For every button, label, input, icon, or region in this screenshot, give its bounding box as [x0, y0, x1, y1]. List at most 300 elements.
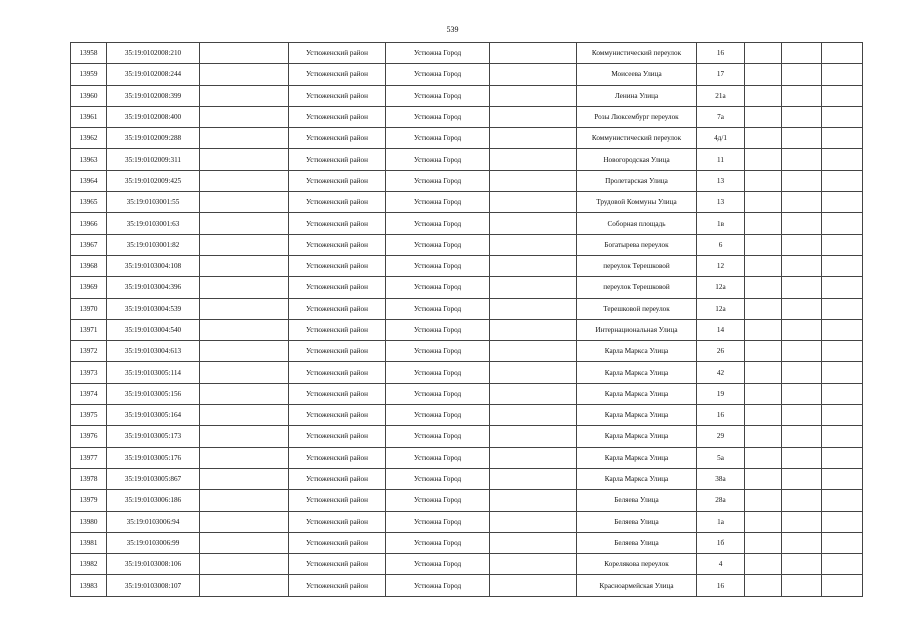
empty-cell: [822, 149, 863, 170]
cadastral-number-cell: 35:19:0103006:94: [107, 511, 200, 532]
house-number-cell: 19: [697, 383, 745, 404]
table-row: [71, 298, 863, 319]
settlement-cell: Устюжна Город: [386, 255, 490, 276]
row-number-cell: 13983: [71, 575, 107, 596]
empty-cell: [782, 170, 822, 191]
row-number-cell: 13958: [71, 43, 107, 64]
row-number-cell: 13971: [71, 319, 107, 340]
empty-cell: [745, 213, 782, 234]
empty-cell: [782, 255, 822, 276]
table-row: [71, 43, 863, 64]
cadastral-number-cell: 35:19:0103001:55: [107, 192, 200, 213]
empty-cell: [200, 383, 289, 404]
empty-cell: [200, 447, 289, 468]
settlement-cell: Устюжна Город: [386, 405, 490, 426]
empty-cell: [822, 426, 863, 447]
row-number-cell: 13960: [71, 85, 107, 106]
cadastral-number-cell: 35:19:0102009:288: [107, 128, 200, 149]
empty-cell: [490, 277, 577, 298]
street-cell: Карла Маркса Улица: [577, 383, 697, 404]
house-number-cell: 12а: [697, 277, 745, 298]
row-number-cell: 13964: [71, 170, 107, 191]
table-row: [71, 170, 863, 191]
house-number-cell: 26: [697, 341, 745, 362]
table-row: [71, 490, 863, 511]
row-number-cell: 13968: [71, 255, 107, 276]
street-cell: Беляева Улица: [577, 511, 697, 532]
settlement-cell: Устюжна Город: [386, 234, 490, 255]
cadastral-number-cell: 35:19:0102008:400: [107, 106, 200, 127]
row-number-cell: 13982: [71, 554, 107, 575]
street-cell: Карла Маркса Улица: [577, 426, 697, 447]
cadastral-number-cell: 35:19:0103006:186: [107, 490, 200, 511]
settlement-cell: Устюжна Город: [386, 213, 490, 234]
empty-cell: [745, 128, 782, 149]
district-cell: Устюженский район: [289, 554, 386, 575]
street-cell: Беляева Улица: [577, 532, 697, 553]
table-row: [71, 234, 863, 255]
house-number-cell: 12а: [697, 298, 745, 319]
empty-cell: [490, 64, 577, 85]
empty-cell: [822, 234, 863, 255]
empty-cell: [490, 362, 577, 383]
empty-cell: [822, 255, 863, 276]
empty-cell: [822, 511, 863, 532]
house-number-cell: 1а: [697, 511, 745, 532]
house-number-cell: 42: [697, 362, 745, 383]
empty-cell: [200, 192, 289, 213]
empty-cell: [782, 405, 822, 426]
row-number-cell: 13974: [71, 383, 107, 404]
table-row: [71, 213, 863, 234]
street-cell: Красноармейская Улица: [577, 575, 697, 596]
empty-cell: [200, 64, 289, 85]
page-number: 539: [446, 25, 459, 34]
empty-cell: [782, 426, 822, 447]
empty-cell: [782, 106, 822, 127]
cadastral-number-cell: 35:19:0103001:63: [107, 213, 200, 234]
table-body: [71, 43, 863, 597]
cadastral-number-cell: 35:19:0103006:99: [107, 532, 200, 553]
empty-cell: [200, 234, 289, 255]
table-row: [71, 85, 863, 106]
cadastral-number-cell: 35:19:0102009:425: [107, 170, 200, 191]
empty-cell: [200, 319, 289, 340]
empty-cell: [490, 341, 577, 362]
street-cell: Ленина Улица: [577, 85, 697, 106]
empty-cell: [490, 106, 577, 127]
empty-cell: [490, 405, 577, 426]
cadastral-number-cell: 35:19:0103005:156: [107, 383, 200, 404]
street-cell: Беляева Улица: [577, 490, 697, 511]
cadastral-number-cell: 35:19:0103005:173: [107, 426, 200, 447]
street-cell: Интернациональная Улица: [577, 319, 697, 340]
empty-cell: [490, 255, 577, 276]
empty-cell: [782, 511, 822, 532]
empty-cell: [822, 192, 863, 213]
empty-cell: [200, 426, 289, 447]
empty-cell: [782, 43, 822, 64]
district-cell: Устюженский район: [289, 149, 386, 170]
empty-cell: [200, 575, 289, 596]
empty-cell: [782, 85, 822, 106]
house-number-cell: 4д/1: [697, 128, 745, 149]
empty-cell: [782, 298, 822, 319]
district-cell: Устюженский район: [289, 64, 386, 85]
cadastral-number-cell: 35:19:0102008:210: [107, 43, 200, 64]
house-number-cell: 17: [697, 64, 745, 85]
row-number-cell: 13969: [71, 277, 107, 298]
cadastral-number-cell: 35:19:0103001:82: [107, 234, 200, 255]
table-row: [71, 277, 863, 298]
row-number-cell: 13980: [71, 511, 107, 532]
cadastral-number-cell: 35:19:0102008:244: [107, 64, 200, 85]
house-number-cell: 14: [697, 319, 745, 340]
empty-cell: [822, 298, 863, 319]
row-number-cell: 13978: [71, 468, 107, 489]
district-cell: Устюженский район: [289, 255, 386, 276]
empty-cell: [745, 575, 782, 596]
street-cell: Карла Маркса Улица: [577, 447, 697, 468]
settlement-cell: Устюжна Город: [386, 106, 490, 127]
empty-cell: [745, 362, 782, 383]
empty-cell: [822, 341, 863, 362]
house-number-cell: 21а: [697, 85, 745, 106]
empty-cell: [745, 490, 782, 511]
empty-cell: [490, 426, 577, 447]
empty-cell: [745, 554, 782, 575]
empty-cell: [822, 43, 863, 64]
empty-cell: [822, 64, 863, 85]
empty-cell: [745, 277, 782, 298]
district-cell: Устюженский район: [289, 426, 386, 447]
cadastral-number-cell: 35:19:0103004:613: [107, 341, 200, 362]
table-row: [71, 468, 863, 489]
house-number-cell: 16: [697, 575, 745, 596]
empty-cell: [490, 234, 577, 255]
settlement-cell: Устюжна Город: [386, 85, 490, 106]
empty-cell: [200, 362, 289, 383]
empty-cell: [822, 319, 863, 340]
empty-cell: [822, 362, 863, 383]
empty-cell: [782, 277, 822, 298]
house-number-cell: 16: [697, 43, 745, 64]
street-cell: Трудовой Коммуны Улица: [577, 192, 697, 213]
house-number-cell: 1в: [697, 213, 745, 234]
empty-cell: [745, 468, 782, 489]
row-number-cell: 13963: [71, 149, 107, 170]
empty-cell: [782, 575, 822, 596]
empty-cell: [490, 192, 577, 213]
table-row: [71, 192, 863, 213]
empty-cell: [200, 554, 289, 575]
table-row: [71, 255, 863, 276]
street-cell: Моисеева Улица: [577, 64, 697, 85]
row-number-cell: 13962: [71, 128, 107, 149]
settlement-cell: Устюжна Город: [386, 192, 490, 213]
empty-cell: [822, 170, 863, 191]
empty-cell: [822, 468, 863, 489]
empty-cell: [782, 319, 822, 340]
street-cell: Розы Люксембург переулок: [577, 106, 697, 127]
empty-cell: [782, 554, 822, 575]
district-cell: Устюженский район: [289, 383, 386, 404]
house-number-cell: 7а: [697, 106, 745, 127]
table-row: [71, 106, 863, 127]
settlement-cell: Устюжна Город: [386, 383, 490, 404]
cadastral-number-cell: 35:19:0103008:107: [107, 575, 200, 596]
settlement-cell: Устюжна Город: [386, 362, 490, 383]
empty-cell: [745, 149, 782, 170]
street-cell: Карла Маркса Улица: [577, 468, 697, 489]
empty-cell: [782, 532, 822, 553]
street-cell: Соборная площадь: [577, 213, 697, 234]
empty-cell: [782, 468, 822, 489]
district-cell: Устюженский район: [289, 532, 386, 553]
cadastral-number-cell: 35:19:0103008:106: [107, 554, 200, 575]
empty-cell: [200, 532, 289, 553]
empty-cell: [200, 170, 289, 191]
row-number-cell: 13965: [71, 192, 107, 213]
row-number-cell: 13976: [71, 426, 107, 447]
empty-cell: [745, 170, 782, 191]
empty-cell: [200, 468, 289, 489]
street-cell: Карла Маркса Улица: [577, 405, 697, 426]
district-cell: Устюженский район: [289, 85, 386, 106]
empty-cell: [745, 234, 782, 255]
empty-cell: [490, 149, 577, 170]
row-number-cell: 13973: [71, 362, 107, 383]
row-number-cell: 13970: [71, 298, 107, 319]
empty-cell: [200, 85, 289, 106]
empty-cell: [782, 362, 822, 383]
empty-cell: [745, 255, 782, 276]
table-row: [71, 511, 863, 532]
row-number-cell: 13966: [71, 213, 107, 234]
table-row: [71, 575, 863, 596]
district-cell: Устюженский район: [289, 447, 386, 468]
settlement-cell: Устюжна Город: [386, 170, 490, 191]
district-cell: Устюженский район: [289, 106, 386, 127]
empty-cell: [745, 319, 782, 340]
empty-cell: [200, 106, 289, 127]
house-number-cell: 38а: [697, 468, 745, 489]
empty-cell: [822, 532, 863, 553]
street-cell: переулок Терешковой: [577, 255, 697, 276]
empty-cell: [745, 85, 782, 106]
empty-cell: [745, 426, 782, 447]
empty-cell: [745, 532, 782, 553]
row-number-cell: 13967: [71, 234, 107, 255]
house-number-cell: 5а: [697, 447, 745, 468]
empty-cell: [745, 447, 782, 468]
empty-cell: [490, 447, 577, 468]
empty-cell: [200, 490, 289, 511]
row-number-cell: 13959: [71, 64, 107, 85]
settlement-cell: Устюжна Город: [386, 447, 490, 468]
empty-cell: [782, 128, 822, 149]
cadastral-number-cell: 35:19:0103005:114: [107, 362, 200, 383]
empty-cell: [200, 213, 289, 234]
empty-cell: [200, 405, 289, 426]
district-cell: Устюженский район: [289, 192, 386, 213]
empty-cell: [490, 468, 577, 489]
empty-cell: [200, 298, 289, 319]
empty-cell: [822, 85, 863, 106]
district-cell: Устюженский район: [289, 575, 386, 596]
empty-cell: [822, 213, 863, 234]
district-cell: Устюженский район: [289, 319, 386, 340]
house-number-cell: 13: [697, 192, 745, 213]
empty-cell: [490, 383, 577, 404]
street-cell: Кореляковa переулок: [577, 554, 697, 575]
district-cell: Устюженский район: [289, 405, 386, 426]
empty-cell: [745, 192, 782, 213]
cadastral-number-cell: 35:19:0103004:108: [107, 255, 200, 276]
empty-cell: [490, 170, 577, 191]
empty-cell: [490, 511, 577, 532]
row-number-cell: 13972: [71, 341, 107, 362]
empty-cell: [822, 490, 863, 511]
empty-cell: [745, 341, 782, 362]
settlement-cell: Устюжна Город: [386, 511, 490, 532]
empty-cell: [782, 234, 822, 255]
row-number-cell: 13979: [71, 490, 107, 511]
house-number-cell: 13: [697, 170, 745, 191]
table-row: [71, 532, 863, 553]
registry-table: [70, 42, 863, 597]
empty-cell: [822, 575, 863, 596]
empty-cell: [490, 213, 577, 234]
empty-cell: [490, 575, 577, 596]
table-row: [71, 554, 863, 575]
settlement-cell: Устюжна Город: [386, 43, 490, 64]
district-cell: Устюженский район: [289, 298, 386, 319]
district-cell: Устюженский район: [289, 234, 386, 255]
empty-cell: [490, 85, 577, 106]
table-row: [71, 426, 863, 447]
cadastral-number-cell: 35:19:0103004:539: [107, 298, 200, 319]
empty-cell: [822, 554, 863, 575]
table-row: [71, 64, 863, 85]
house-number-cell: 28а: [697, 490, 745, 511]
empty-cell: [822, 447, 863, 468]
house-number-cell: 29: [697, 426, 745, 447]
street-cell: Терешковой переулок: [577, 298, 697, 319]
district-cell: Устюженский район: [289, 468, 386, 489]
settlement-cell: Устюжна Город: [386, 426, 490, 447]
empty-cell: [782, 383, 822, 404]
empty-cell: [745, 298, 782, 319]
cadastral-number-cell: 35:19:0103005:164: [107, 405, 200, 426]
settlement-cell: Устюжна Город: [386, 532, 490, 553]
street-cell: Пролетарская Улица: [577, 170, 697, 191]
district-cell: Устюженский район: [289, 128, 386, 149]
table-row: [71, 149, 863, 170]
district-cell: Устюженский район: [289, 490, 386, 511]
empty-cell: [490, 490, 577, 511]
empty-cell: [822, 106, 863, 127]
district-cell: Устюженский район: [289, 170, 386, 191]
house-number-cell: 1б: [697, 532, 745, 553]
table-row: [71, 341, 863, 362]
house-number-cell: 12: [697, 255, 745, 276]
settlement-cell: Устюжна Город: [386, 277, 490, 298]
cadastral-number-cell: 35:19:0103005:176: [107, 447, 200, 468]
empty-cell: [490, 554, 577, 575]
district-cell: Устюженский район: [289, 277, 386, 298]
row-number-cell: 13977: [71, 447, 107, 468]
empty-cell: [745, 64, 782, 85]
street-cell: Новогородская Улица: [577, 149, 697, 170]
empty-cell: [782, 447, 822, 468]
empty-cell: [745, 106, 782, 127]
empty-cell: [490, 319, 577, 340]
settlement-cell: Устюжна Город: [386, 298, 490, 319]
settlement-cell: Устюжна Город: [386, 319, 490, 340]
empty-cell: [822, 383, 863, 404]
settlement-cell: Устюжна Город: [386, 554, 490, 575]
street-cell: Богатырева переулок: [577, 234, 697, 255]
settlement-cell: Устюжна Город: [386, 128, 490, 149]
house-number-cell: 6: [697, 234, 745, 255]
empty-cell: [200, 43, 289, 64]
table-row: [71, 319, 863, 340]
district-cell: Устюженский район: [289, 362, 386, 383]
house-number-cell: 4: [697, 554, 745, 575]
settlement-cell: Устюжна Город: [386, 149, 490, 170]
empty-cell: [490, 128, 577, 149]
district-cell: Устюженский район: [289, 511, 386, 532]
empty-cell: [782, 213, 822, 234]
empty-cell: [490, 298, 577, 319]
empty-cell: [200, 511, 289, 532]
settlement-cell: Устюжна Город: [386, 575, 490, 596]
table-row: [71, 128, 863, 149]
settlement-cell: Устюжна Город: [386, 468, 490, 489]
cadastral-number-cell: 35:19:0103004:540: [107, 319, 200, 340]
empty-cell: [745, 511, 782, 532]
street-cell: Коммунистический переулок: [577, 43, 697, 64]
row-number-cell: 13975: [71, 405, 107, 426]
house-number-cell: 16: [697, 405, 745, 426]
district-cell: Устюженский район: [289, 43, 386, 64]
row-number-cell: 13981: [71, 532, 107, 553]
empty-cell: [822, 128, 863, 149]
district-cell: Устюженский район: [289, 213, 386, 234]
empty-cell: [745, 43, 782, 64]
cadastral-number-cell: 35:19:0103004:396: [107, 277, 200, 298]
empty-cell: [782, 192, 822, 213]
cadastral-number-cell: 35:19:0102008:399: [107, 85, 200, 106]
street-cell: Коммунистический переулок: [577, 128, 697, 149]
empty-cell: [782, 149, 822, 170]
cadastral-number-cell: 35:19:0102009:311: [107, 149, 200, 170]
table-row: [71, 383, 863, 404]
settlement-cell: Устюжна Город: [386, 490, 490, 511]
table-row: [71, 447, 863, 468]
empty-cell: [745, 405, 782, 426]
street-cell: переулок Терешковой: [577, 277, 697, 298]
settlement-cell: Устюжна Город: [386, 64, 490, 85]
empty-cell: [782, 341, 822, 362]
street-cell: Карла Маркса Улица: [577, 341, 697, 362]
district-cell: Устюженский район: [289, 341, 386, 362]
empty-cell: [490, 532, 577, 553]
empty-cell: [745, 383, 782, 404]
empty-cell: [200, 341, 289, 362]
empty-cell: [782, 490, 822, 511]
